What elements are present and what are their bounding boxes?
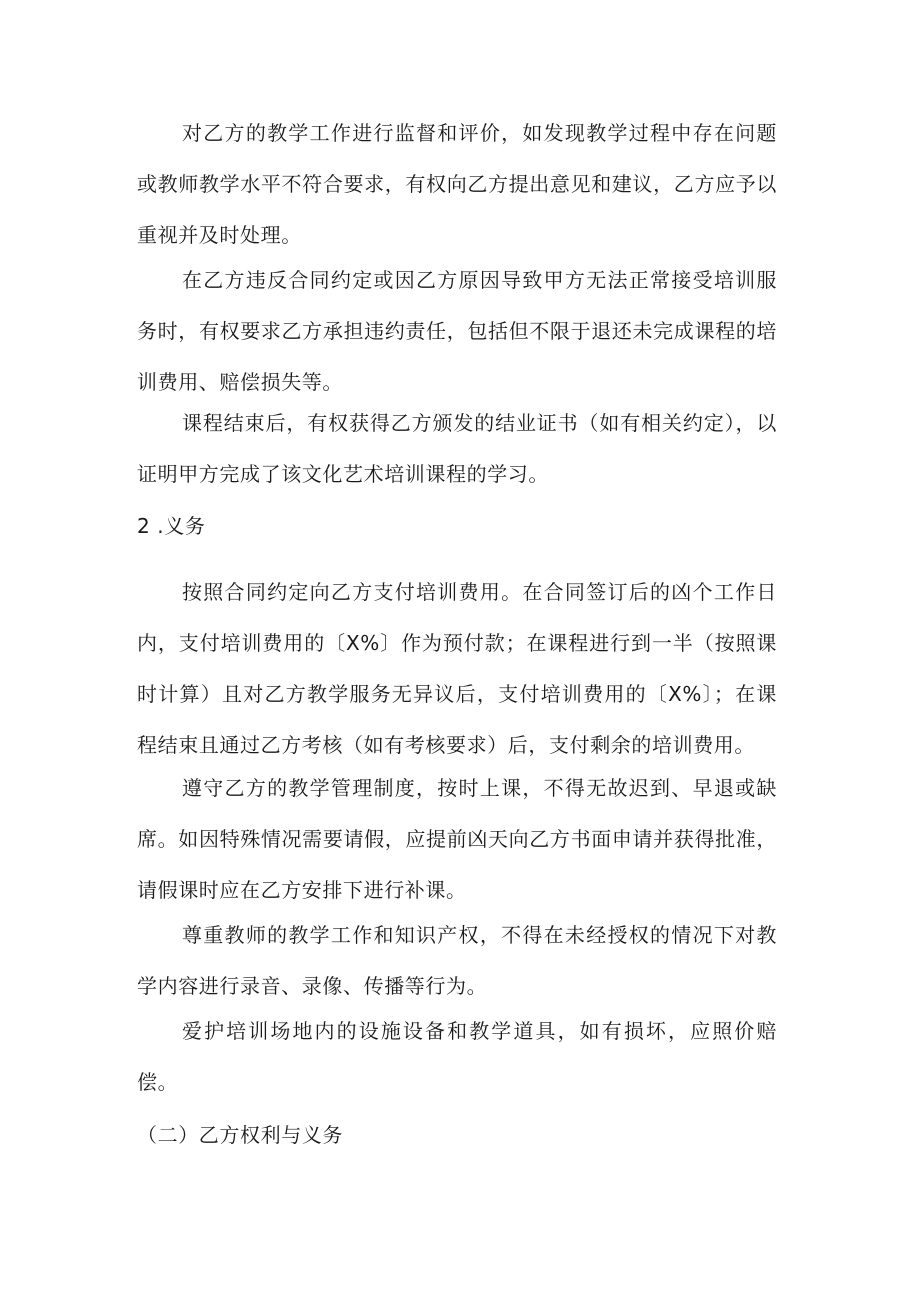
obligations-paragraph-ip: 尊重教师的教学工作和知识产权，不得在未经授权的情况下对教学内容进行录音、录像、传播等行为。 (137, 923, 777, 998)
obligations-heading: 2 .义务 (137, 514, 206, 538)
obligations-paragraph-facilities: 爱护培训场地内的设施设备和教学道具，如有损坏，应照价赔偿。 (137, 1019, 777, 1094)
obligations-paragraph-payment: 按照合同约定向乙方支付培训费用。在合同签订后的凶个工作日内，支付培训费用的〔X%〕作为预付款；在课程进行到一半（按照课时计算）且对乙方教学服务无异议后，支付培训费用的〔X%〕；在课程结束且通过乙方考核（如有考核要求）后，支付剩余的培训费用。 (137, 580, 777, 757)
rights-paragraph-certificate: 课程结束后，有权获得乙方颁发的结业证书（如有相关约定），以证明甲方完成了该文化艺术培训课程的学习。 (137, 411, 777, 486)
section-heading-party-b: （二）乙方权利与义务 (137, 1123, 343, 1147)
rights-paragraph-supervision: 对乙方的教学工作进行监督和评价，如发现教学过程中存在问题或教师教学水平不符合要求，有权向乙方提出意见和建议，乙方应予以重视并及时处理。 (137, 121, 777, 247)
obligations-paragraph-attendance: 遵守乙方的教学管理制度，按时上课，不得无故迟到、早退或缺席。如因特殊情况需要请假，应提前凶天向乙方书面申请并获得批准，请假课时应在乙方安排下进行补课。 (137, 776, 777, 902)
rights-paragraph-liability: 在乙方违反合同约定或因乙方原因导致甲方无法正常接受培训服务时，有权要求乙方承担违约责任，包括但不限于退还未完成课程的培训费用、赔偿损失等。 (137, 268, 777, 394)
